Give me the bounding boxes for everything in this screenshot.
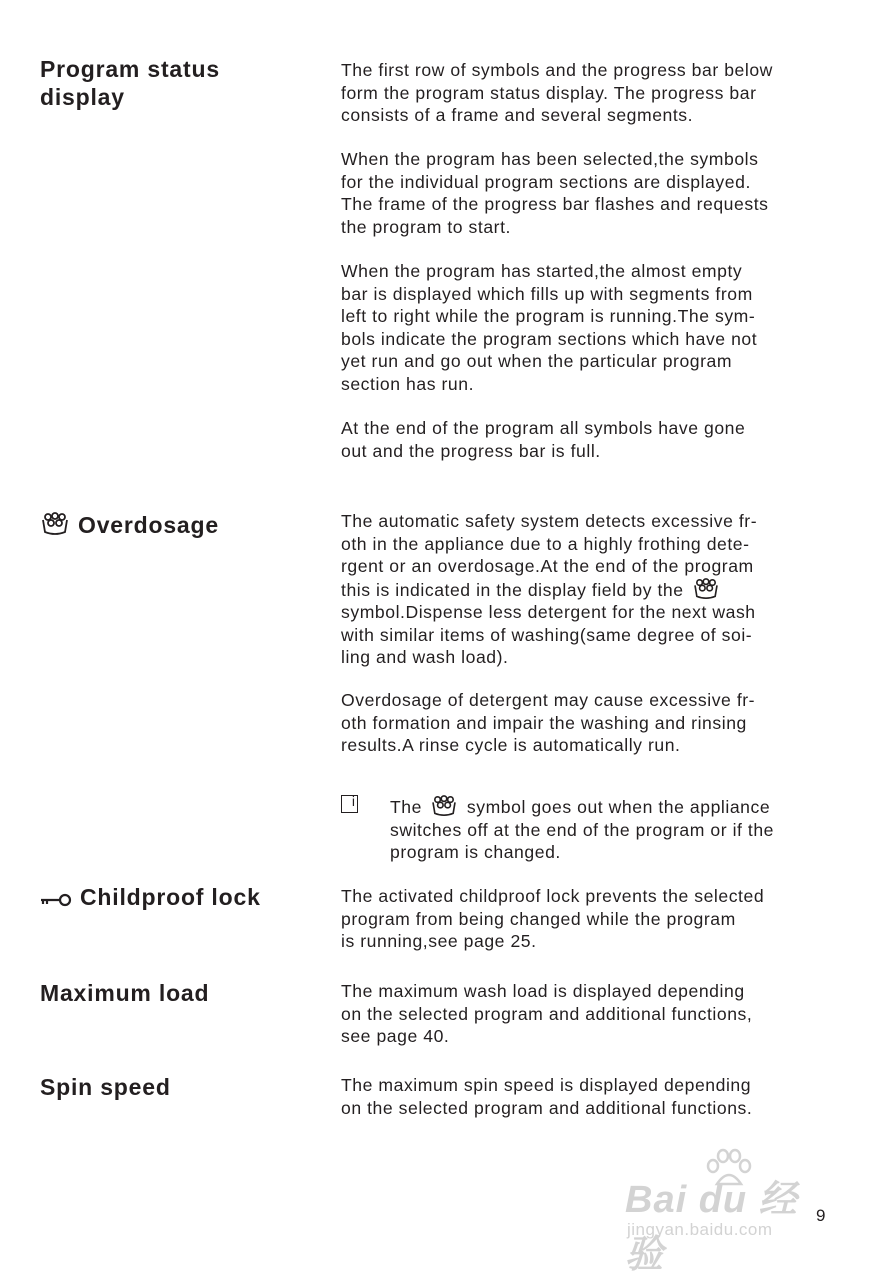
info-icon xyxy=(341,795,358,813)
text-line: ling and wash load). xyxy=(341,647,509,667)
text-line: program from being changed while the program xyxy=(341,908,736,929)
max-load-para xyxy=(341,980,851,1048)
watermark-logo: Bai du 经验 xyxy=(625,1179,798,1276)
heading-line: display xyxy=(40,84,125,110)
text-line: bar is displayed which fills up with segments from xyxy=(341,283,753,304)
text-line: out and the progress bar is full. xyxy=(341,440,601,461)
overdosage-note xyxy=(390,795,860,864)
text-line: bols indicate the program sections which have not xyxy=(341,328,758,349)
heading-line: Program status xyxy=(40,56,220,82)
overdosage-foam-icon xyxy=(40,512,70,536)
text-line: At the end of the program all symbols have gone xyxy=(341,418,746,438)
text-line: The maximum spin speed is displayed depending xyxy=(341,1075,752,1095)
text-line: The frame of the progress bar flashes and requests xyxy=(341,194,769,214)
program-status-para-3 xyxy=(341,260,851,395)
page-number: 9 xyxy=(816,1206,826,1225)
text-fragment: this is indicated in the display field by the xyxy=(341,579,684,600)
heading-program-status xyxy=(40,55,220,111)
text-line: program is changed. xyxy=(390,842,561,862)
overdosage-para-1 xyxy=(341,510,851,669)
heading-overdosage xyxy=(40,511,219,539)
text-line: results.A rinse cycle is automatically run. xyxy=(341,735,681,755)
text-line: The activated childproof lock prevents the selected xyxy=(341,886,765,906)
info-icon-glyph: i xyxy=(351,793,355,809)
text-line: section has run. xyxy=(341,373,475,394)
text-line: switches off at the end of the program or if the xyxy=(390,819,775,840)
text-line: with similar items of washing(same degree of soi- xyxy=(341,624,753,645)
text-line: left to right while the program is running.The sym- xyxy=(341,306,756,326)
text-line: on the selected program and additional functions, xyxy=(341,1003,753,1024)
childproof-title: Childproof lock xyxy=(80,884,261,910)
heading-childproof-lock xyxy=(40,883,261,911)
program-status-para-4 xyxy=(341,417,851,462)
key-icon xyxy=(40,892,72,908)
overdosage-foam-icon xyxy=(429,795,459,817)
text-line: The maximum wash load is displayed depending xyxy=(341,981,745,1001)
spin-speed-title: Spin speed xyxy=(40,1074,171,1100)
text-line xyxy=(390,795,860,819)
text-line xyxy=(341,578,851,602)
spin-speed-para xyxy=(341,1074,851,1119)
text-line: yet run and go out when the particular program xyxy=(341,351,733,371)
text-line: see page 40. xyxy=(341,1026,450,1046)
text-line: the program to start. xyxy=(341,216,511,237)
overdosage-title: Overdosage xyxy=(78,512,219,538)
text-line: on the selected program and additional functions. xyxy=(341,1097,753,1118)
text-line: When the program has been selected,the symbols xyxy=(341,149,759,169)
overdosage-foam-icon xyxy=(691,578,721,600)
heading-maximum-load xyxy=(40,979,209,1007)
overdosage-para-2 xyxy=(341,689,851,757)
watermark-url: jingyan.baidu.com xyxy=(627,1220,773,1239)
heading-spin-speed xyxy=(40,1073,171,1101)
text-line: The automatic safety system detects excessive fr- xyxy=(341,511,758,531)
childproof-para xyxy=(341,885,851,953)
text-line: oth in the appliance due to a highly frothing dete- xyxy=(341,533,750,554)
text-line: symbol.Dispense less detergent for the next wash xyxy=(341,602,756,622)
text-line: rgent or an overdosage.At the end of the program xyxy=(341,556,754,576)
text-line: is running,see page 25. xyxy=(341,931,537,951)
text-fragment: The xyxy=(390,797,422,817)
text-line: oth formation and impair the washing and rinsing xyxy=(341,712,747,733)
text-line: for the individual program sections are displayed. xyxy=(341,171,751,192)
program-status-para-2 xyxy=(341,148,851,238)
baidu-watermark xyxy=(625,1148,835,1276)
text-fragment: symbol goes out when the appliance xyxy=(466,797,771,817)
program-status-para-1 xyxy=(341,59,851,127)
text-line: When the program has started,the almost empty xyxy=(341,261,743,281)
text-line: Overdosage of detergent may cause excessive fr- xyxy=(341,690,756,710)
text-line: The first row of symbols and the progress bar below xyxy=(341,60,773,80)
text-line: consists of a frame and several segments. xyxy=(341,105,694,125)
text-line: form the program status display. The progress bar xyxy=(341,82,757,103)
max-load-title: Maximum load xyxy=(40,980,210,1006)
